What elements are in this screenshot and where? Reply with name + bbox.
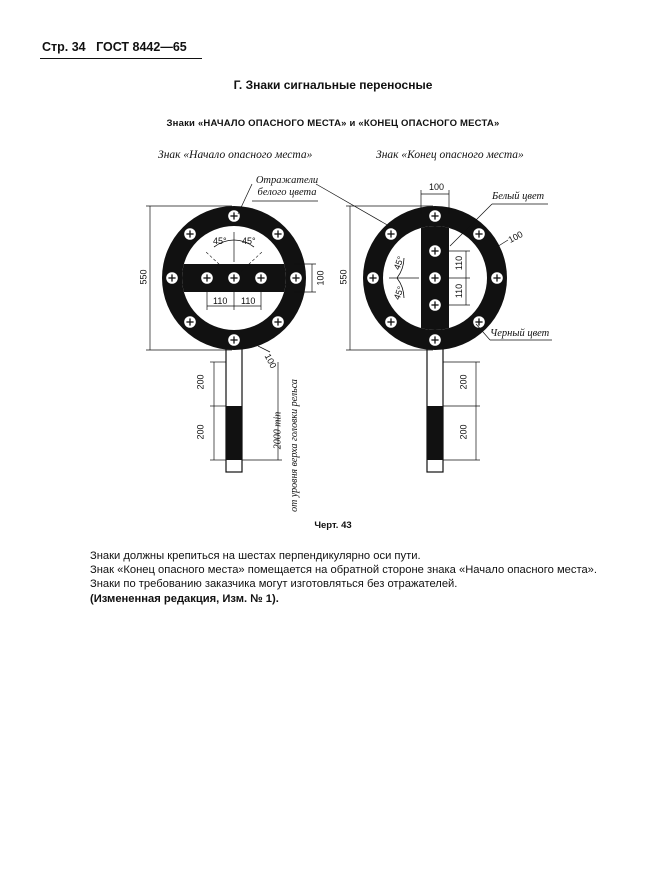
left-sign	[162, 206, 306, 472]
left-sign-caption: Знак «Начало опасного места»	[158, 149, 313, 161]
notes-block	[90, 549, 630, 606]
right-sign	[363, 206, 507, 472]
left-pole-black-band	[226, 406, 242, 460]
black-color-label: Черный цвет	[490, 328, 550, 339]
right-dim-110-b: 110	[454, 283, 465, 299]
left-dim-110-b: 110	[241, 296, 256, 306]
height-note-level: от уровня верха головки рельса	[288, 379, 300, 512]
right-pole-black-band	[427, 406, 443, 460]
left-ring-width: 100	[262, 352, 279, 370]
right-pole-dim-bottom: 200	[458, 424, 469, 440]
left-dim-100: 100	[315, 270, 326, 286]
section-title: Г. Знаки сигнальные переносные	[233, 78, 433, 92]
right-pole-dim-top: 200	[458, 374, 469, 390]
subtitle: Знаки «НАЧАЛО ОПАСНОГО МЕСТА» и «КОНЕЦ ОПАСНОГО МЕСТА»	[166, 118, 500, 129]
left-angle-a: 45°	[213, 236, 227, 246]
right-angle-b: 45°	[391, 284, 406, 302]
standard-number: ГОСТ 8442—65	[96, 40, 187, 54]
right-dim-550: 550	[338, 269, 349, 285]
left-dim-110-a: 110	[213, 296, 228, 306]
right-angle-a: 45°	[391, 254, 406, 272]
left-angle-b: 45°	[242, 236, 256, 246]
note-line: Знаки должны крепиться на шестах перпендикулярно оси пути.	[90, 550, 421, 562]
right-sign-caption: Знак «Конец опасного места»	[376, 149, 524, 161]
left-pole-dim-bottom: 200	[195, 424, 206, 440]
reflectors-label: Отражатели белого цвета	[255, 175, 319, 198]
note-line: Знак «Конец опасного места» помещается на обратной стороне знака «Начало опасного места».	[90, 564, 597, 577]
left-pole-dim-top: 200	[195, 374, 206, 390]
page-number: Стр. 34	[42, 40, 86, 54]
right-dim-100-top: 100	[429, 182, 445, 192]
amendment-note: (Измененная редакция, Изм. № 1).	[90, 592, 279, 605]
right-dim-110-a: 110	[454, 255, 465, 271]
height-note-min: 2000 min	[272, 411, 284, 450]
figure-caption: Черт. 43	[314, 520, 352, 531]
white-color-label: Белый цвет	[492, 191, 545, 202]
note-line: Знаки по требованию заказчика могут изготовляться без отражателей.	[90, 578, 458, 591]
left-dim-550: 550	[138, 269, 149, 285]
right-ring-width: 100	[506, 229, 525, 245]
